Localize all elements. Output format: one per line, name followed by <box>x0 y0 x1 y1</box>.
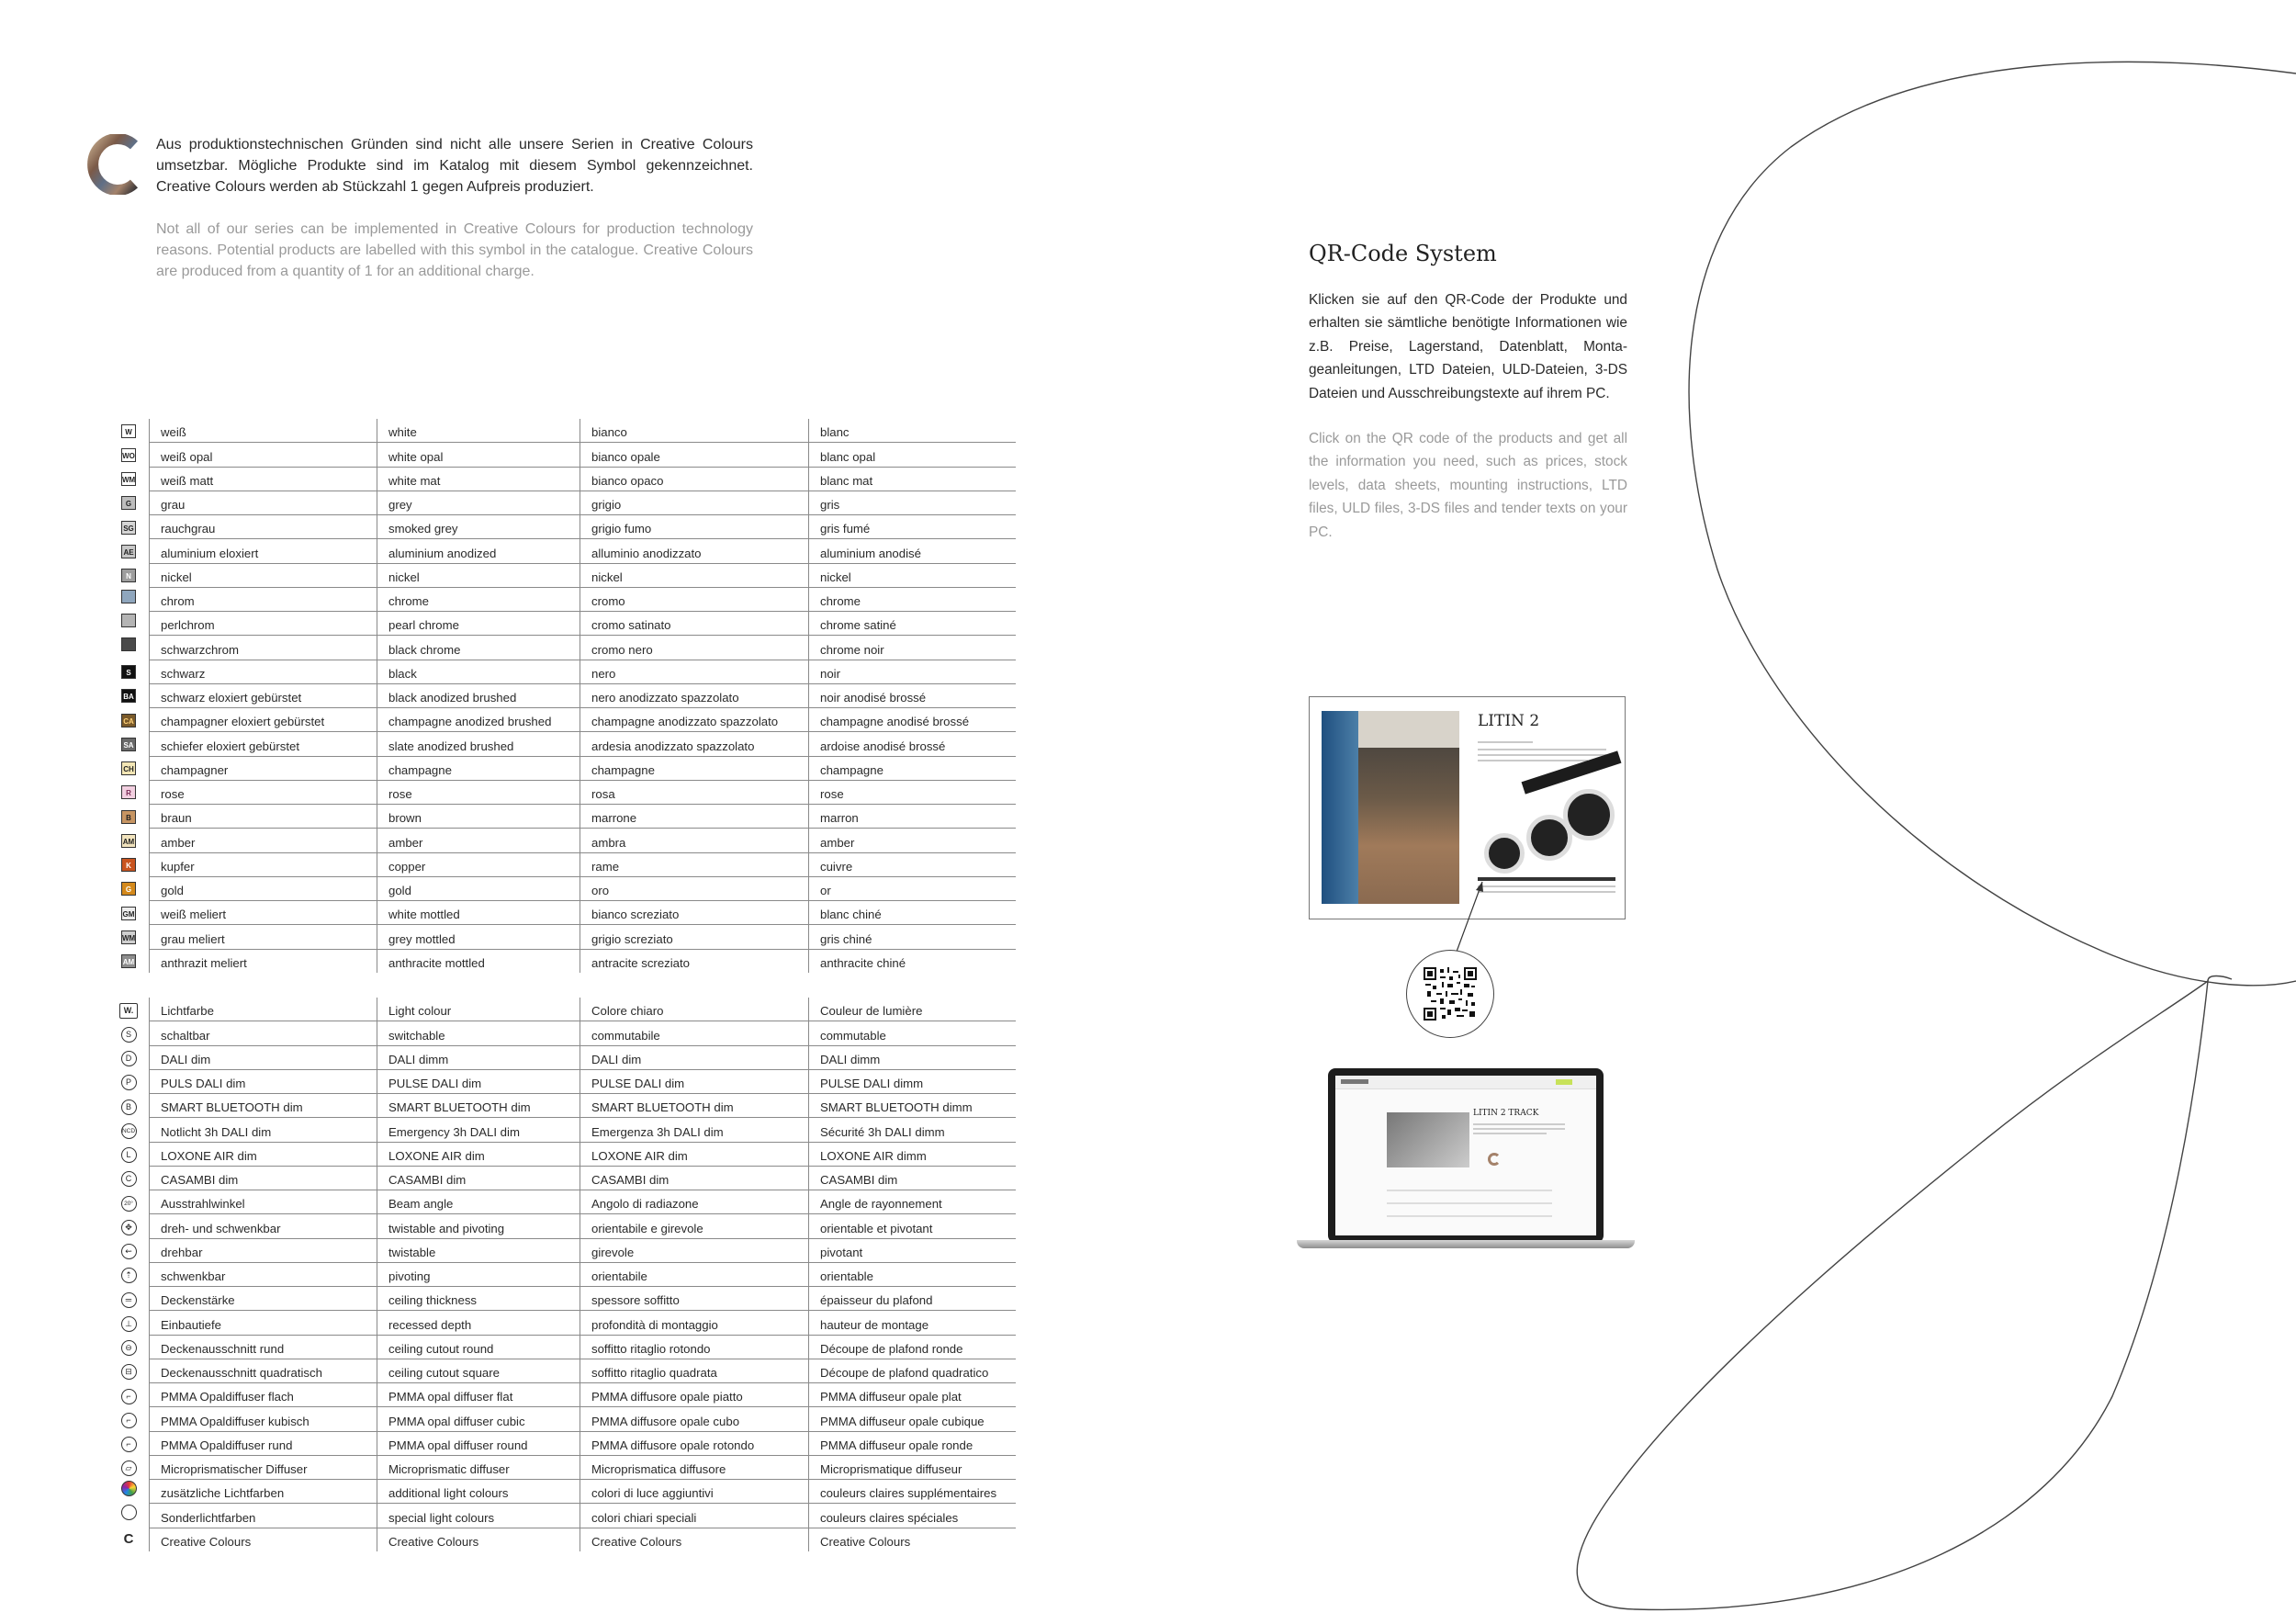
cell-en: LOXONE AIR dim <box>377 1142 580 1166</box>
cell-en: black <box>377 660 580 683</box>
cell-it: bianco opaco <box>580 467 809 491</box>
cell-de: drehbar <box>150 1238 377 1262</box>
colour-swatch-icon: S <box>121 665 136 679</box>
cell-de: Microprismatischer Diffuser <box>150 1455 377 1479</box>
cell-it: SMART BLUETOOTH dim <box>580 1094 809 1118</box>
cell-en: ceiling thickness <box>377 1287 580 1311</box>
cell-en: additional light colours <box>377 1480 580 1504</box>
cell-de: dreh- und schwenkbar <box>150 1214 377 1238</box>
cell-fr: couleurs claires spéciales <box>809 1504 1017 1528</box>
colour-swatch-icon: K <box>121 858 136 872</box>
dali-dim-icon: D <box>121 1051 137 1066</box>
cell-de: weiß <box>150 419 377 443</box>
cell-it: DALI dim <box>580 1045 809 1069</box>
cell-en: rose <box>377 780 580 804</box>
cell-de: weiß matt <box>150 467 377 491</box>
cell-de: braun <box>150 805 377 829</box>
cell-en: champagne <box>377 756 580 780</box>
microprismatic-diffuser-icon: ▱ <box>121 1460 137 1476</box>
cell-de: schaltbar <box>150 1021 377 1045</box>
colour-swatch-icon: W <box>121 424 136 438</box>
cell-it: grigio fumo <box>580 515 809 539</box>
cell-fr: CASAMBI dim <box>809 1166 1017 1190</box>
qr-code-icon[interactable] <box>1424 967 1477 1021</box>
cell-de: Deckenausschnitt quadratisch <box>150 1359 377 1382</box>
cell-fr: champagne <box>809 756 1017 780</box>
cell-de: chrom <box>150 587 377 611</box>
cell-en: white mat <box>377 467 580 491</box>
cell-en: white mottled <box>377 901 580 925</box>
intro-text-en: Not all of our series can be implemented in Creative Colours for production technology reasons. Potential products are labelled with this symbol in the catalogue. Creative Colours are produced from a quantity of 1 for an additional charge. <box>156 221 753 279</box>
cell-en: special light colours <box>377 1504 580 1528</box>
colour-swatch-icon: G <box>121 882 136 896</box>
cell-en: PULSE DALI dim <box>377 1069 580 1093</box>
cell-it: champagne <box>580 756 809 780</box>
qr-section-title: QR-Code System <box>1309 241 1497 266</box>
catalog-product-title: LITIN 2 <box>1478 712 1540 730</box>
cell-de: champagner eloxiert gebürstet <box>150 708 377 732</box>
cell-fr: gris fumé <box>809 515 1017 539</box>
cell-en: champagne anodized brushed <box>377 708 580 732</box>
cell-de: LOXONE AIR dim <box>150 1142 377 1166</box>
cell-de: schwarz eloxiert gebürstet <box>150 683 377 707</box>
colour-swatch-icon: WO <box>121 448 136 462</box>
cell-it: nero <box>580 660 809 683</box>
cell-fr: blanc chiné <box>809 901 1017 925</box>
cell-fr: cuivre <box>809 852 1017 876</box>
cell-de: schwenkbar <box>150 1262 377 1286</box>
cell-en: twistable <box>377 1238 580 1262</box>
switchable-icon: S <box>121 1027 137 1043</box>
cell-fr: gris chiné <box>809 925 1017 949</box>
cell-en: chrome <box>377 587 580 611</box>
ceiling-cutout-round-icon: ⊖ <box>121 1340 137 1356</box>
cell-de: nickel <box>150 563 377 587</box>
cell-en: gold <box>377 876 580 900</box>
colour-swatch-icon: G <box>121 496 136 510</box>
light-colour-icon: W. <box>119 1003 138 1019</box>
cell-de: Sonderlichtfarben <box>150 1504 377 1528</box>
cell-it: colori chiari speciali <box>580 1504 809 1528</box>
cell-en: switchable <box>377 1021 580 1045</box>
cell-it: ardesia anodizzato spazzolato <box>580 732 809 756</box>
cell-en: PMMA opal diffuser flat <box>377 1383 580 1407</box>
cell-fr: Angle de rayonnement <box>809 1190 1017 1214</box>
laptop-screen <box>1335 1076 1596 1235</box>
cell-fr: Sécurité 3h DALI dimm <box>809 1118 1017 1142</box>
cell-fr: DALI dimm <box>809 1045 1017 1069</box>
cell-fr: Découpe de plafond quadratico <box>809 1359 1017 1382</box>
cell-fr: couleurs claires supplémentaires <box>809 1480 1017 1504</box>
cell-it: cromo satinato <box>580 612 809 636</box>
cell-de: weiß meliert <box>150 901 377 925</box>
cell-en: Creative Colours <box>377 1528 580 1551</box>
cell-de: gold <box>150 876 377 900</box>
cell-de: grau meliert <box>150 925 377 949</box>
ceiling-cutout-square-icon: ⊟ <box>121 1364 137 1380</box>
opal-diffuser-cubic-icon: ⌐ <box>121 1413 137 1428</box>
cell-fr: SMART BLUETOOTH dimm <box>809 1094 1017 1118</box>
cell-it: PMMA diffusore opale cubo <box>580 1407 809 1431</box>
colour-swatch-icon: AM <box>121 954 136 968</box>
cell-en: ceiling cutout square <box>377 1359 580 1382</box>
cell-en: amber <box>377 829 580 852</box>
cell-fr: chrome satiné <box>809 612 1017 636</box>
qr-text-de: Klicken sie auf den QR-Code der Produkte und erhalten sie sämtliche benötigte Informationen wie z.B. Preise, Lagerstand, Datenblatt, Monta-geanleitungen, LTD Dateien, ULD-Dateien, 3-DS Dateien und Ausschreibungstexte auf ihrem PC. <box>1309 292 1627 401</box>
cell-it: soffitto ritaglio rotondo <box>580 1335 809 1359</box>
cell-en: white opal <box>377 443 580 467</box>
cell-de: SMART BLUETOOTH dim <box>150 1094 377 1118</box>
cell-it: orientabile <box>580 1262 809 1286</box>
cell-fr: aluminium anodisé <box>809 539 1017 563</box>
cell-de: Deckenstärke <box>150 1287 377 1311</box>
cell-en: nickel <box>377 563 580 587</box>
cell-en: white <box>377 419 580 443</box>
cell-en: recessed depth <box>377 1311 580 1335</box>
cell-de: schwarz <box>150 660 377 683</box>
cell-fr: commutable <box>809 1021 1017 1045</box>
cell-fr: noir anodisé brossé <box>809 683 1017 707</box>
cell-de: Notlicht 3h DALI dim <box>150 1118 377 1142</box>
cell-de: zusätzliche Lichtfarben <box>150 1480 377 1504</box>
cell-en: ceiling cutout round <box>377 1335 580 1359</box>
cell-fr: LOXONE AIR dimm <box>809 1142 1017 1166</box>
cell-fr: blanc mat <box>809 467 1017 491</box>
cell-fr: or <box>809 876 1017 900</box>
cell-en: Beam angle <box>377 1190 580 1214</box>
cell-it: ambra <box>580 829 809 852</box>
cell-fr: marron <box>809 805 1017 829</box>
cell-it: orientabile e girevole <box>580 1214 809 1238</box>
cell-it: grigio screziato <box>580 925 809 949</box>
cell-fr: ardoise anodisé brossé <box>809 732 1017 756</box>
casambi-dim-icon: C <box>121 1171 137 1187</box>
colour-swatch-icon: R <box>121 785 136 799</box>
cell-en: CASAMBI dim <box>377 1166 580 1190</box>
cell-fr: chrome noir <box>809 636 1017 660</box>
cell-it: bianco <box>580 419 809 443</box>
recessed-depth-icon: ⊥ <box>121 1316 137 1332</box>
loxone-air-dim-icon: L <box>121 1147 137 1163</box>
twistable-icon: ⇜ <box>121 1244 137 1259</box>
cell-de: kupfer <box>150 852 377 876</box>
cell-de: perlchrom <box>150 612 377 636</box>
cell-it: PMMA diffusore opale rotondo <box>580 1431 809 1455</box>
cell-en: brown <box>377 805 580 829</box>
opal-diffuser-round-icon: ⌐ <box>121 1437 137 1452</box>
cell-de: rauchgrau <box>150 515 377 539</box>
colour-swatch-icon: BA <box>121 689 136 703</box>
screen-product-title: LITIN 2 TRACK <box>1473 1109 1539 1118</box>
cell-fr: orientable <box>809 1262 1017 1286</box>
cell-de: Ausstrahlwinkel <box>150 1190 377 1214</box>
cell-de: amber <box>150 829 377 852</box>
cell-it: marrone <box>580 805 809 829</box>
cell-en: smoked grey <box>377 515 580 539</box>
cell-fr: épaisseur du plafond <box>809 1287 1017 1311</box>
cell-de: schwarzchrom <box>150 636 377 660</box>
cell-fr: blanc opal <box>809 443 1017 467</box>
cell-en: SMART BLUETOOTH dim <box>377 1094 580 1118</box>
cell-it: champagne anodizzato spazzolato <box>580 708 809 732</box>
cell-it: commutabile <box>580 1021 809 1045</box>
cell-en: anthracite mottled <box>377 949 580 973</box>
colour-swatch-icon: CH <box>121 761 136 775</box>
puls-dali-dim-icon: P <box>121 1075 137 1090</box>
cell-de: Einbautiefe <box>150 1311 377 1335</box>
colour-swatch-icon: AE <box>121 545 136 558</box>
cell-fr: Microprismatique diffuseur <box>809 1455 1017 1479</box>
cell-it: grigio <box>580 491 809 514</box>
cell-fr: PMMA diffuseur opale cubique <box>809 1407 1017 1431</box>
colour-swatch-icon: N <box>121 569 136 582</box>
cell-it: Angolo di radiazone <box>580 1190 809 1214</box>
cell-fr: Creative Colours <box>809 1528 1017 1551</box>
cell-it: bianco opale <box>580 443 809 467</box>
cell-fr: champagne anodisé brossé <box>809 708 1017 732</box>
ceiling-thickness-icon: ═ <box>121 1292 137 1308</box>
smart-bluetooth-dim-icon: B <box>121 1100 137 1115</box>
cell-de: anthrazit meliert <box>150 949 377 973</box>
creative-colours-icon: C <box>123 1530 134 1547</box>
cell-it: LOXONE AIR dim <box>580 1142 809 1166</box>
opal-diffuser-flat-icon: ⌐ <box>121 1389 137 1404</box>
cell-de: weiß opal <box>150 443 377 467</box>
qr-text-en: Click on the QR code of the products and get all the information you need, such as prices, stock levels, data sheets, mounting instructions, LTD files, ULD files, 3-DS files and tender texts on your PC. <box>1309 431 1627 540</box>
cell-fr: orientable et pivotant <box>809 1214 1017 1238</box>
cell-fr: rose <box>809 780 1017 804</box>
colour-swatch-icon: SG <box>121 521 136 535</box>
cell-fr: PMMA diffuseur opale ronde <box>809 1431 1017 1455</box>
cell-it: Emergenza 3h DALI dim <box>580 1118 809 1142</box>
cell-it: oro <box>580 876 809 900</box>
cell-it: soffitto ritaglio quadrata <box>580 1359 809 1382</box>
cell-en: black chrome <box>377 636 580 660</box>
cell-de: CASAMBI dim <box>150 1166 377 1190</box>
cell-it: cromo <box>580 587 809 611</box>
cell-en: copper <box>377 852 580 876</box>
cell-fr: chrome <box>809 587 1017 611</box>
cell-fr: gris <box>809 491 1017 514</box>
cell-it: nero anodizzato spazzolato <box>580 683 809 707</box>
cell-it: PMMA diffusore opale piatto <box>580 1383 809 1407</box>
cell-en: pearl chrome <box>377 612 580 636</box>
cell-en: twistable and pivoting <box>377 1214 580 1238</box>
cell-en: slate anodized brushed <box>377 732 580 756</box>
cell-en: Light colour <box>377 998 580 1021</box>
cell-fr: hauteur de montage <box>809 1311 1017 1335</box>
colour-swatch-icon: B <box>121 810 136 824</box>
emergency-dali-dim-icon: NCD <box>121 1123 137 1139</box>
colour-swatch-icon: CA <box>121 714 136 727</box>
laptop-image <box>1328 1068 1604 1250</box>
cell-it: CASAMBI dim <box>580 1166 809 1190</box>
qr-code-badge[interactable] <box>1406 950 1494 1038</box>
cell-it: Creative Colours <box>580 1528 809 1551</box>
cell-de: Creative Colours <box>150 1528 377 1551</box>
cell-it: Colore chiaro <box>580 998 809 1021</box>
cell-de: Lichtfarbe <box>150 998 377 1021</box>
pivoting-icon: ⇡ <box>121 1268 137 1283</box>
twistable-pivoting-icon: ✥ <box>121 1220 137 1235</box>
cell-fr: noir <box>809 660 1017 683</box>
cell-it: cromo nero <box>580 636 809 660</box>
cell-de: rose <box>150 780 377 804</box>
cell-de: PMMA Opaldiffuser kubisch <box>150 1407 377 1431</box>
cell-de: PMMA Opaldiffuser rund <box>150 1431 377 1455</box>
cell-fr: pivotant <box>809 1238 1017 1262</box>
cell-fr: nickel <box>809 563 1017 587</box>
cell-fr: amber <box>809 829 1017 852</box>
cell-de: champagner <box>150 756 377 780</box>
cell-en: grey <box>377 491 580 514</box>
cell-en: aluminium anodized <box>377 539 580 563</box>
cell-it: antracite screziato <box>580 949 809 973</box>
cell-fr: PMMA diffuseur opale plat <box>809 1383 1017 1407</box>
cell-fr: PULSE DALI dimm <box>809 1069 1017 1093</box>
cell-fr: Couleur de lumière <box>809 998 1017 1021</box>
colour-swatch-icon: WM <box>121 472 136 486</box>
cell-it: nickel <box>580 563 809 587</box>
cell-en: grey mottled <box>377 925 580 949</box>
cell-de: schiefer eloxiert gebürstet <box>150 732 377 756</box>
cell-fr: blanc <box>809 419 1017 443</box>
cell-de: PMMA Opaldiffuser flach <box>150 1383 377 1407</box>
cell-en: PMMA opal diffuser round <box>377 1431 580 1455</box>
cell-it: bianco screziato <box>580 901 809 925</box>
cell-en: black anodized brushed <box>377 683 580 707</box>
cell-de: PULS DALI dim <box>150 1069 377 1093</box>
cell-it: colori di luce aggiuntivi <box>580 1480 809 1504</box>
cell-de: DALI dim <box>150 1045 377 1069</box>
cell-it: PULSE DALI dim <box>580 1069 809 1093</box>
cell-it: rosa <box>580 780 809 804</box>
colour-swatch-icon: WM <box>121 930 136 944</box>
cell-en: DALI dimm <box>377 1045 580 1069</box>
cell-de: aluminium eloxiert <box>150 539 377 563</box>
colour-swatch-icon: SA <box>121 738 136 751</box>
cell-de: grau <box>150 491 377 514</box>
cell-en: PMMA opal diffuser cubic <box>377 1407 580 1431</box>
cell-en: Microprismatic diffuser <box>377 1455 580 1479</box>
cell-en: pivoting <box>377 1262 580 1286</box>
cell-fr: Découpe de plafond ronde <box>809 1335 1017 1359</box>
cell-fr: anthracite chiné <box>809 949 1017 973</box>
cell-it: alluminio anodizzato <box>580 539 809 563</box>
colour-swatch-icon: GM <box>121 907 136 920</box>
cell-it: Microprismatica diffusore <box>580 1455 809 1479</box>
cell-it: rame <box>580 852 809 876</box>
colour-swatch-icon: AM <box>121 834 136 848</box>
cell-it: profondità di montaggio <box>580 1311 809 1335</box>
beam-angle-icon: 20° <box>121 1196 137 1212</box>
intro-text-de: Aus produktionstechnischen Gründen sind nicht alle unsere Serien in Creative Colours umsetzbar. Mögliche Produkte sind im Katalog mit diesem Symbol gekennzeichnet. Creative Colours werden ab Stückzahl 1 gegen Aufpreis produziert. <box>156 137 753 195</box>
cell-en: Emergency 3h DALI dim <box>377 1118 580 1142</box>
cell-de: Deckenausschnitt rund <box>150 1335 377 1359</box>
cell-it: girevole <box>580 1238 809 1262</box>
cell-it: spessore soffitto <box>580 1287 809 1311</box>
